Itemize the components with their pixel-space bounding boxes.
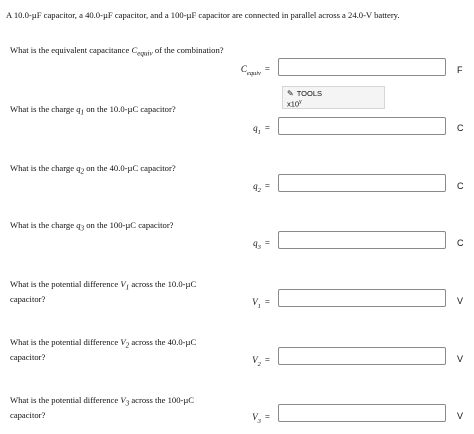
question-charge-q3: [10, 220, 174, 235]
question-charge-q1: [10, 104, 176, 119]
question-text-end: across the 40.0-µC: [131, 337, 197, 347]
answer-input-c-equiv[interactable]: [278, 58, 446, 76]
question-variable: V: [120, 337, 126, 347]
question-text-line2: capacitor?: [10, 409, 46, 420]
question-text: What is the potential difference: [10, 395, 119, 405]
answer-label-q3: $q_3$ =: [253, 238, 270, 251]
exponent-button[interactable]: [287, 99, 302, 109]
question-text-end: on the 100-µC capacitor?: [86, 220, 174, 230]
question-variable-sub: 3: [80, 224, 85, 233]
answer-label-q1: $q_1$ =: [253, 123, 270, 136]
question-variable-sub: 1: [125, 283, 130, 292]
question-text: What is the charge: [10, 163, 75, 173]
answer-label-v3: $V_3$ =: [252, 412, 270, 425]
unit-v1: V: [457, 296, 464, 306]
question-variable: C: [131, 45, 138, 55]
answer-input-v1[interactable]: [278, 289, 446, 307]
question-text-line2: capacitor?: [10, 351, 46, 362]
question-text-end: of the combination?: [154, 45, 224, 55]
answer-input-v2[interactable]: [278, 347, 446, 365]
question-variable: V: [120, 279, 126, 289]
question-variable-sub: equiv: [137, 49, 153, 58]
question-variable-sub: 2: [80, 167, 85, 176]
answer-input-q1[interactable]: [278, 117, 446, 135]
unit-q3: C: [457, 238, 464, 248]
question-text: What is the potential difference: [10, 279, 119, 289]
question-text: What is the equivalent capacitance: [10, 45, 130, 55]
unit-v2: V: [457, 354, 464, 364]
tools-button[interactable]: [287, 89, 322, 98]
question-charge-q2: [10, 163, 176, 178]
question-text-line2: capacitor?: [10, 293, 46, 304]
question-potential-v1: [10, 279, 220, 305]
unit-q1: C: [457, 123, 464, 133]
tools-label: TOOLS: [296, 89, 322, 98]
question-text-end: on the 40.0-µC capacitor?: [86, 163, 176, 173]
unit-c-equiv: F: [457, 65, 463, 75]
question-variable: q: [76, 163, 81, 173]
answer-label-v2: $V_2$ =: [252, 355, 270, 368]
answer-input-q2[interactable]: [278, 174, 446, 192]
question-text-end: across the 100-µC: [131, 395, 195, 405]
question-text: What is the charge: [10, 220, 75, 230]
question-text: What is the charge: [10, 104, 75, 114]
question-variable: q: [76, 104, 81, 114]
question-variable-sub: 3: [125, 399, 130, 408]
exponent-sup: y: [299, 99, 302, 105]
wrench-icon: ✎: [287, 89, 294, 98]
question-variable-sub: 1: [80, 108, 85, 117]
answer-label-v1: $V_1$ =: [252, 297, 270, 310]
question-variable: V: [120, 395, 126, 405]
question-potential-v2: [10, 337, 220, 363]
question-variable-sub: 2: [125, 341, 130, 350]
answer-label-q2: $q_2$ =: [253, 181, 270, 194]
unit-v3: V: [457, 411, 464, 421]
tools-popup[interactable]: [282, 86, 385, 109]
question-text-end: across the 10.0-µC: [131, 279, 197, 289]
answer-label-c-equiv: $C_{equiv}$ =: [240, 64, 270, 77]
question-potential-v3: [10, 395, 220, 421]
question-text: What is the potential difference: [10, 337, 119, 347]
unit-q2: C: [457, 181, 464, 191]
problem-statement: A 10.0-µF capacitor, a 40.0-µF capacitor, and a 100-µF capacitor are connected in parallel across a 24.0-V battery.: [6, 10, 400, 20]
answer-input-v3[interactable]: [278, 404, 446, 422]
answer-input-q3[interactable]: [278, 231, 446, 249]
question-text-end: on the 10.0-µC capacitor?: [86, 104, 176, 114]
exponent-base: x10: [287, 99, 300, 109]
question-equivalent-capacitance: [10, 45, 224, 60]
question-variable: q: [76, 220, 81, 230]
